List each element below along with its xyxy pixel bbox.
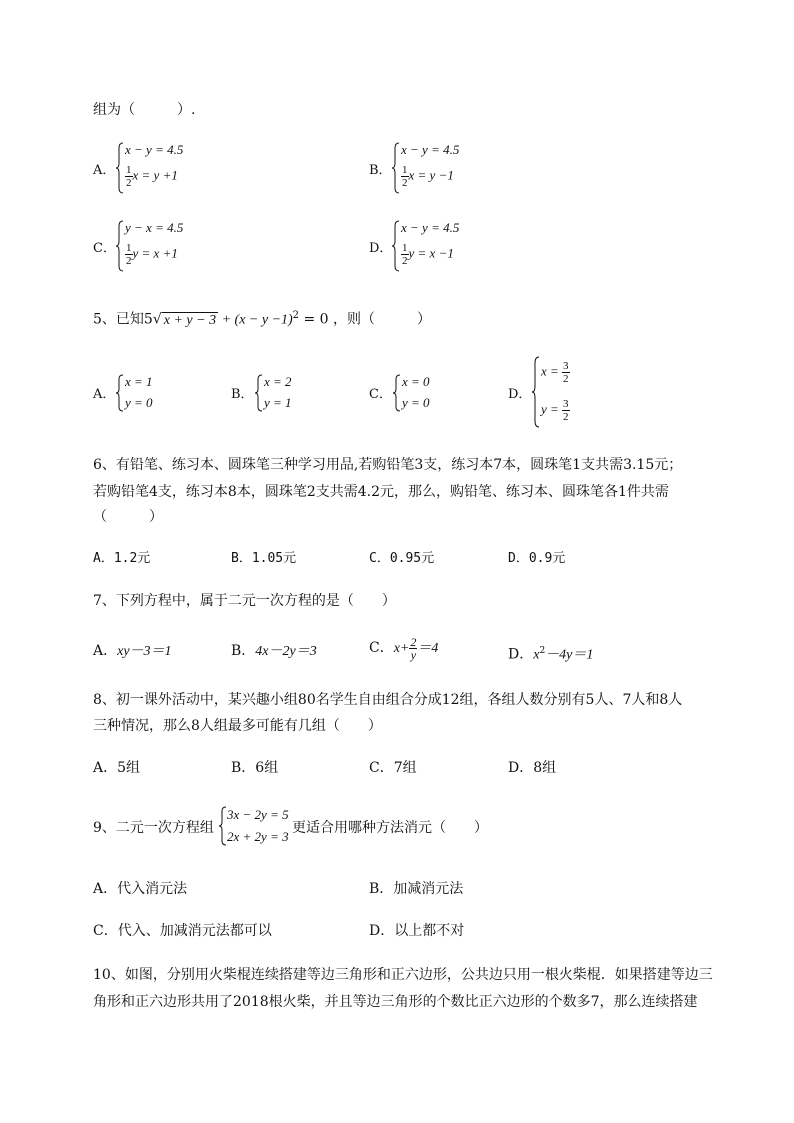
q8-option-a[interactable]: A．5组 <box>93 760 141 776</box>
q5-prefix: 5、已知5 <box>93 311 153 328</box>
q7-option-d-post: －4y＝1 <box>545 647 594 663</box>
q10-line-2: 角形和正六边形共用了2018根火柴，并且等边三角形的个数比正六边形的个数多7，那么连续搭建 <box>93 994 698 1010</box>
q5-suffix: = 0 ，则（ ） <box>299 311 432 328</box>
q5-option-a-eq2: y = 0 <box>125 395 153 410</box>
q6-line-1: 6、有铅笔、练习本、圆珠笔三种学习用品,若购铅笔3支，练习本7本，圆珠笔1支共需3.15元； <box>93 457 683 473</box>
q6-option-b[interactable]: B．1.05元 <box>231 551 297 566</box>
q7-option-a[interactable] <box>93 641 172 662</box>
frac-den: 2 <box>126 255 132 267</box>
q5-option-d-eq1: x = <box>541 363 559 379</box>
q5-stem <box>93 306 431 331</box>
q7-option-d[interactable] <box>508 641 593 666</box>
brace-icon <box>255 374 263 412</box>
q9-option-c[interactable]: C．代入、加减消元法都可以 <box>93 923 272 939</box>
q4-option-a-label: A． <box>93 163 116 178</box>
q9-prefix: 9、二元一次方程组 <box>93 820 214 836</box>
q6-line-3: （ ） <box>93 509 163 525</box>
q5-option-b-eq2: y = 1 <box>264 395 292 410</box>
q6-option-c[interactable]: C．0.95元 <box>369 551 435 566</box>
q7-option-c-post: ＝4 <box>417 641 439 656</box>
q7-option-c[interactable] <box>369 634 438 663</box>
frac-num: 3 <box>563 398 569 410</box>
q4-option-b-eq1: x − y = 4.5 <box>401 142 460 157</box>
q5-radicand: x + y − 3 <box>163 312 217 328</box>
frac-den: 2 <box>402 255 408 267</box>
q4-option-a-eq2-row <box>125 164 178 189</box>
q8-line-1: 8、初一课外活动中，某兴趣小组80名学生自由组合分成12组，各组人数分别有5人、7人和8人 <box>93 692 683 708</box>
frac-den: 2 <box>402 177 408 189</box>
q5-exp: 2 <box>292 310 300 321</box>
frac-den: 2 <box>563 411 569 423</box>
q4-option-c-eq2: y = x +1 <box>132 245 178 261</box>
q4-option-c-eq2-row <box>125 242 178 267</box>
q7-option-a-label: A． <box>93 643 118 659</box>
q8-option-b[interactable]: B．6组 <box>231 760 279 776</box>
q10-line-1: 10、如图，分别用火柴棍连续搭建等边三角形和正六边形，公共边只用一根火柴棍．如果搭建等边三 <box>93 967 713 983</box>
frac-num: 2 <box>410 634 417 649</box>
q6-option-d[interactable]: D．0.9元 <box>508 551 566 566</box>
q5-option-a-eq1: x = 1 <box>125 374 153 389</box>
q7-stem: 7、下列方程中，属于二元一次方程的是（ ） <box>93 593 396 609</box>
q4-option-b-eq2-row <box>401 164 454 189</box>
brace-icon <box>219 806 227 846</box>
q8-option-d[interactable]: D．8组 <box>508 760 557 776</box>
frac-den: 2 <box>126 177 132 189</box>
frac-num: 1 <box>402 164 408 176</box>
q4-option-b-label: B． <box>369 163 392 178</box>
q7-option-d-pre: x <box>533 647 540 663</box>
q5-option-b-eq1: x = 2 <box>264 374 292 389</box>
brace-icon <box>532 356 540 428</box>
q7-option-b[interactable] <box>231 641 317 662</box>
q7-option-c-pre: x+ <box>393 641 410 656</box>
q7-option-d-sup: 2 <box>539 646 546 656</box>
q7-option-a-expr: xy－3＝1 <box>117 644 172 659</box>
frac-den: y <box>410 647 417 662</box>
q5-option-b-label: B． <box>231 387 254 402</box>
sqrt-icon: √ <box>152 311 162 328</box>
q4-stem-tail: 组为（ ）. <box>93 102 196 118</box>
q9-suffix: 更适合用哪种方法消元（ ） <box>292 820 488 836</box>
brace-icon <box>116 142 124 194</box>
frac-num: 1 <box>126 164 132 176</box>
q7-option-c-label: C． <box>369 640 394 656</box>
q9-option-b[interactable]: B．加减消元法 <box>369 881 464 897</box>
q5-mid: + (x − y −1) <box>218 312 293 328</box>
q4-option-d-eq2: y = x −1 <box>408 245 454 261</box>
q8-option-c[interactable]: C．7组 <box>369 760 417 776</box>
frac-num: 1 <box>126 242 132 254</box>
brace-icon <box>116 374 124 412</box>
q7-option-b-label: B． <box>231 643 256 659</box>
q5-option-d-eq2: y = <box>541 401 559 417</box>
q9-option-a[interactable]: A．代入消元法 <box>93 881 188 897</box>
q4-option-c-eq1: y − x = 4.5 <box>125 220 184 235</box>
q5-option-d-eq2-row <box>541 398 570 423</box>
brace-icon <box>393 374 401 412</box>
q5-option-c-eq1: x = 0 <box>402 374 430 389</box>
q4-option-c-label: C． <box>93 241 116 256</box>
frac-num: 3 <box>563 360 569 372</box>
q9-eq2: 2x + 2y = 3 <box>227 829 289 844</box>
brace-icon <box>392 142 400 194</box>
q5-option-c-eq2: y = 0 <box>402 395 430 410</box>
q9-eq1: 3x − 2y = 5 <box>227 807 289 822</box>
q9-option-d[interactable]: D．以上都不对 <box>369 923 465 939</box>
q5-option-a-label: A． <box>93 387 116 402</box>
q7-option-d-label: D． <box>508 646 534 663</box>
q7-option-b-expr: 4x－2y＝3 <box>255 644 317 659</box>
q4-option-d-eq1: x − y = 4.5 <box>401 220 460 235</box>
q5-option-d-label: D． <box>508 387 532 402</box>
q4-option-a-eq1: x − y = 4.5 <box>125 142 184 157</box>
q4-option-a-eq2: x = y +1 <box>132 167 178 183</box>
q8-line-2: 三种情况，那么8人组最多可能有几组（ ） <box>93 718 382 734</box>
q6-option-a[interactable]: A．1.2元 <box>93 551 151 566</box>
q4-option-b-eq2: x = y −1 <box>408 167 454 183</box>
q4-option-d-eq2-row <box>401 242 454 267</box>
q5-option-c-label: C． <box>369 387 392 402</box>
brace-icon <box>392 220 400 272</box>
frac-num: 1 <box>402 242 408 254</box>
q5-option-d-eq1-row <box>541 360 570 385</box>
q4-option-d-label: D． <box>369 241 393 256</box>
frac-den: 2 <box>563 373 569 385</box>
brace-icon <box>116 220 124 272</box>
q6-line-2: 若购铅笔4支，练习本8本，圆珠笔2支共需4.2元，那么，购铅笔、练习本、圆珠笔各1件共需 <box>93 484 669 500</box>
